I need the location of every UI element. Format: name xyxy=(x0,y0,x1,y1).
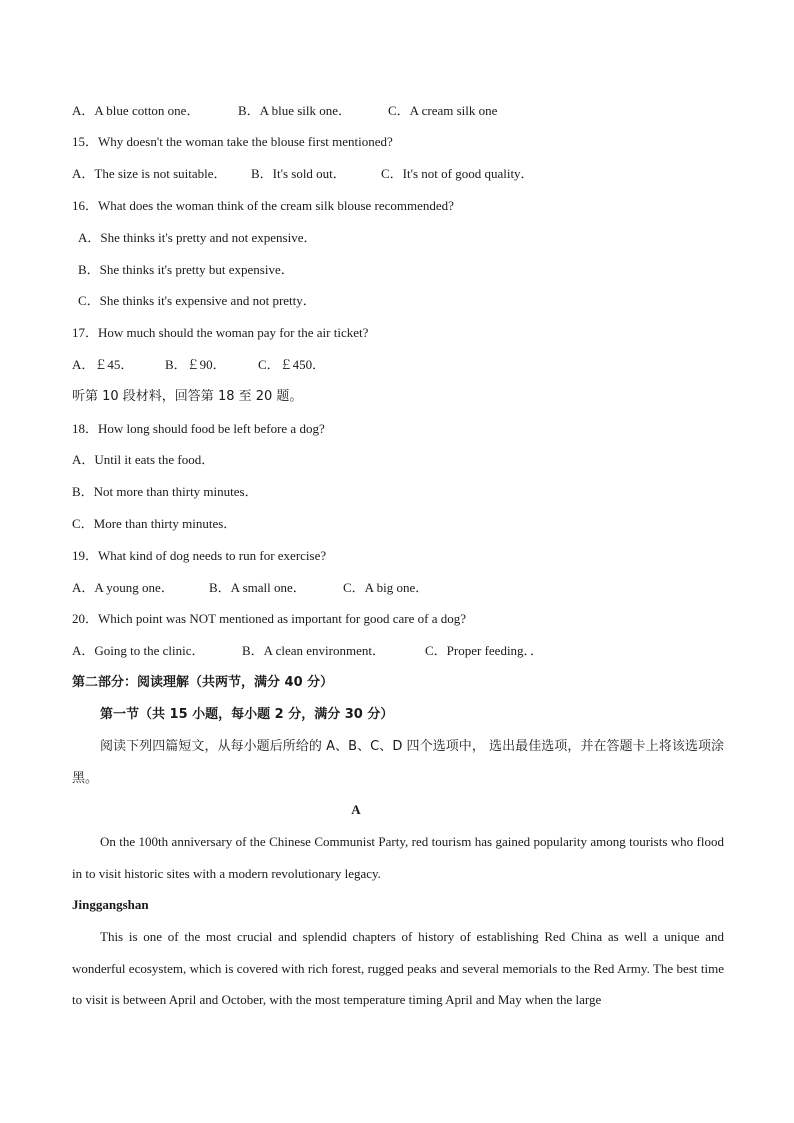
q19-option-c: C．A big one． xyxy=(343,580,429,595)
section10-instruction: 听第 10 段材料，回答第 18 至 20 题。 xyxy=(72,389,303,404)
q19-stem: 19．What kind of dog needs to run for exercise? xyxy=(72,548,327,563)
q17-options-row xyxy=(72,356,325,374)
q15-stem: 15．Why doesn't the woman take the blouse first mentioned? xyxy=(72,134,393,149)
q16-stem: 16．What does the woman think of the cream silk blouse recommended? xyxy=(72,198,454,213)
q19-options-row xyxy=(72,579,428,597)
q19-option-b: B．A small one． xyxy=(209,580,306,595)
q18-option-b: B．Not more than thirty minutes． xyxy=(72,484,258,499)
q14-options-row xyxy=(72,102,497,120)
q14-option-a: A．A blue cotton one． xyxy=(72,103,200,118)
q18-stem: 18．How long should food be left before a dog? xyxy=(72,421,325,436)
q17-option-a: A．￡45． xyxy=(72,357,134,372)
q14-option-c: C．A cream silk one xyxy=(388,103,498,118)
q20-stem: 20．Which point was NOT mentioned as important for good care of a dog? xyxy=(72,611,466,626)
site1-text: This is one of the most crucial and splendid chapters of history of establishing Red China as well a unique and wonderful ecosystem, which is covered with rich forest, rugged peaks and several memorials to the Red Army. The best time to visit is between April and October, with the most temperature timing April and May when the large xyxy=(72,929,724,1008)
q20-options-row xyxy=(72,642,543,660)
q19-option-a: A．A young one． xyxy=(72,580,174,595)
q20-option-a: A．Going to the clinic． xyxy=(72,643,205,658)
q15-option-b: B．It's sold out． xyxy=(251,166,346,181)
q14-option-b: B．A blue silk one． xyxy=(238,103,352,118)
q20-option-b: B．A clean environment． xyxy=(242,643,385,658)
q15-options-row xyxy=(72,165,534,183)
q18-option-a: A．Until it eats the food． xyxy=(72,452,215,467)
q16-option-c: C．She thinks it's expensive and not pretty． xyxy=(78,293,316,308)
q17-option-b: B．￡90． xyxy=(165,357,226,372)
q16-option-a: A．She thinks it's pretty and not expensive． xyxy=(78,230,317,245)
site1-title: Jinggangshan xyxy=(72,897,149,912)
q18-option-c: C．More than thirty minutes． xyxy=(72,516,237,531)
q16-option-b: B．She thinks it's pretty but expensive． xyxy=(78,262,294,277)
passage-intro: On the 100th anniversary of the Chinese Communist Party, red tourism has gained popularity among tourists who flood in to visit historic sites with a modern revolutionary legacy. xyxy=(72,834,724,881)
section1-title: 第一节（共 15 小题，每小题 2 分，满分 30 分） xyxy=(100,707,394,722)
passage-label: A xyxy=(351,802,361,817)
q15-option-c: C．It's not of good quality． xyxy=(381,166,534,181)
q17-stem: 17．How much should the woman pay for the air ticket? xyxy=(72,325,369,340)
q15-option-a: A．The size is not suitable． xyxy=(72,166,227,181)
q17-option-c: C．￡450． xyxy=(258,357,326,372)
q20-option-c: C．Proper feeding．． xyxy=(425,643,544,658)
part2-title: 第二部分：阅读理解（共两节，满分 40 分） xyxy=(72,675,334,690)
reading-instruction: 阅读下列四篇短文，从每小题后所给的 A、B、C、D 四个选项中， 选出最佳选项，并在答题卡上将该选项涂黑。 xyxy=(72,739,724,786)
